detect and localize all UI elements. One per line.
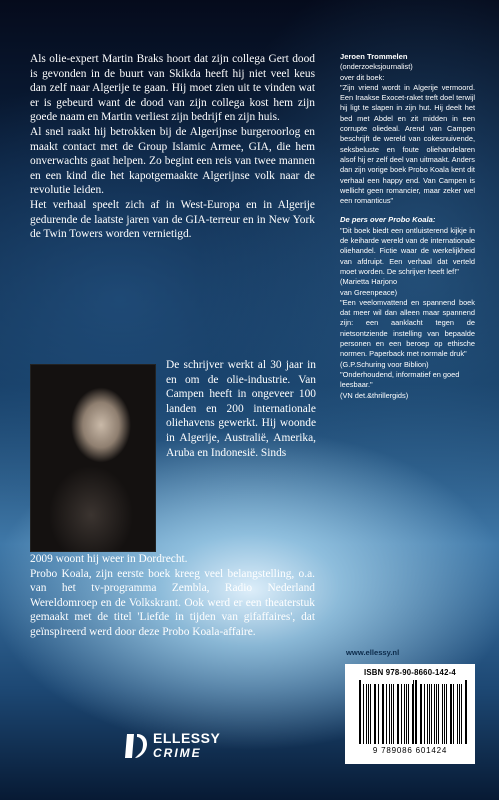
barcode-bar	[375, 684, 376, 744]
barcode	[359, 680, 469, 744]
reviewer-name: Jeroen Trommelen	[340, 52, 408, 61]
barcode-bar	[393, 684, 394, 744]
reviewer-role: (onderzoeksjournalist)	[340, 62, 413, 72]
publisher-name: ELLESSY	[153, 730, 221, 746]
press-title-book: Probo Koala	[388, 215, 433, 225]
barcode-bar	[438, 684, 439, 744]
publisher-website: www.ellessy.nl	[346, 648, 400, 657]
barcode-box	[345, 664, 475, 764]
press-quote: "Dit boek biedt een ontluisterend kijkje in de keiharde wereld van de internationale oliehandel. Fictie waar de werkelijkheid van afdruipt. Een verhaal dat verteld moet worden. De schrijver heeft lef!"	[340, 225, 475, 276]
barcode-bar	[386, 684, 387, 744]
press-quote: "Onderhoudend, informatief en goed leesbaar."	[340, 369, 460, 390]
reviewer-intro: over dit boek:	[340, 72, 385, 82]
barcode-bar	[383, 684, 384, 744]
blurb-paragraph: Al snel raakt hij betrokken bij de Algerijnse burgeroorlog en maakt contact met de Group Islamic Armee, GIA, die hem onverwachts gaat helpen. Zo begint een reis van twee mannen en een kind die het kapotgemaakte Algerijnse volk naar de revolutie leiden.	[30, 125, 315, 197]
barcode-bar	[453, 684, 454, 744]
press-quote: "Een veelomvattend en spannend boek dat meer wil dan alleen maar spannend zijn: een aanklacht tegen de nietsontziende instelling van bepaalde personen en een beroep op ethische normen. Paperback met normale druk"	[340, 297, 475, 359]
barcode-bar	[420, 684, 421, 744]
ellessy-logo-icon	[125, 730, 149, 760]
barcode-bar	[406, 684, 407, 744]
barcode-bar	[415, 680, 416, 744]
reviewer-quote: "Zijn vriend wordt in Algerije vermoord. Een Iraakse Exocet-raket treft doel terwijl hij ligt te slapen in zijn hut. Hij deelt het bed met Abdel en zit midden in een corrupte oliedeal. Arend van Campen beschrijft de wereld van cokesnuivende, seksbeluste en foute oliehandelaren alsof hij er zelf deel van uitmaakt. Anders dan zijn vorige boek Probo Koala kent dit verhaal een happy end. Van Campen is wellicht geen romancier, maar zeker wel een romanticus"	[340, 82, 475, 206]
bio-text: De schrijver werkt al 30 jaar in en om de olie-industrie. Van Campen heeft in ongeveer 100 landen en 200 internationale oliehavens gewerkt. Hij woonde in Algerije, Australië, Amerika, Aruba en Indonesië. Sinds	[166, 359, 316, 459]
bio-paragraph: Probo Koala, zijn eerste boek kreeg veel belangstelling, o.a. van het tv-programma Zembla, Radio Nederland Wereldomroep en de Volkskrant. Ook werd er een theaterstuk gemaakt met de titel 'Liefde in tijden van gifaffaires', dat geïnspireerd werd door deze Probo Koala-affaire.	[30, 567, 315, 638]
bio-continued	[30, 552, 315, 640]
author-photo	[30, 364, 156, 552]
isbn-label: ISBN 978-90-8660-142-4	[364, 668, 456, 677]
press-source: (G.P.Schuring voor Biblion)	[340, 359, 429, 369]
press-source: (Marietta Harjono	[340, 277, 398, 287]
blurb-paragraph: Het verhaal speelt zich af in West-Europa en in Algerije gedurende de laatste jaren van de GIA-terreur en in New York de Twin Towers worden vernietigd.	[30, 198, 315, 241]
barcode-bar	[401, 684, 402, 744]
press-source: (VN det.&thrillergids)	[340, 390, 409, 400]
press-source: van Greenpeace)	[340, 287, 398, 297]
press-title	[340, 215, 475, 225]
barcode-bar	[446, 684, 447, 744]
press-title-suffix: :	[432, 215, 436, 225]
barcode-bar	[427, 684, 428, 744]
barcode-digits: 9 789086 601424	[372, 746, 448, 755]
barcode-bar	[434, 684, 435, 744]
bio-paragraph: 2009 woont hij weer in Dordrecht.	[30, 553, 188, 565]
blurb-text	[30, 52, 315, 242]
publisher-imprint: CRIME	[153, 746, 202, 760]
publisher-logo	[125, 728, 255, 764]
barcode-bar	[370, 684, 371, 744]
barcode-bar	[461, 684, 462, 744]
reviews-column	[340, 52, 475, 401]
barcode-bar	[363, 684, 364, 744]
barcode-bar	[466, 680, 467, 744]
press-title-prefix: De pers over	[340, 215, 389, 225]
blurb-paragraph: Als olie-expert Martin Braks hoort dat zijn collega Gert dood is gevonden in de buurt van Skikda heeft hij niet veel keus dan zelf naar Algerije te gaan. Hij moet zien uit te vinden wat er is gebeurd want de dood van zijn collega kost hem zijn goede naam en Martin verliest zijn bedrijf en zijn huis.	[30, 53, 315, 124]
